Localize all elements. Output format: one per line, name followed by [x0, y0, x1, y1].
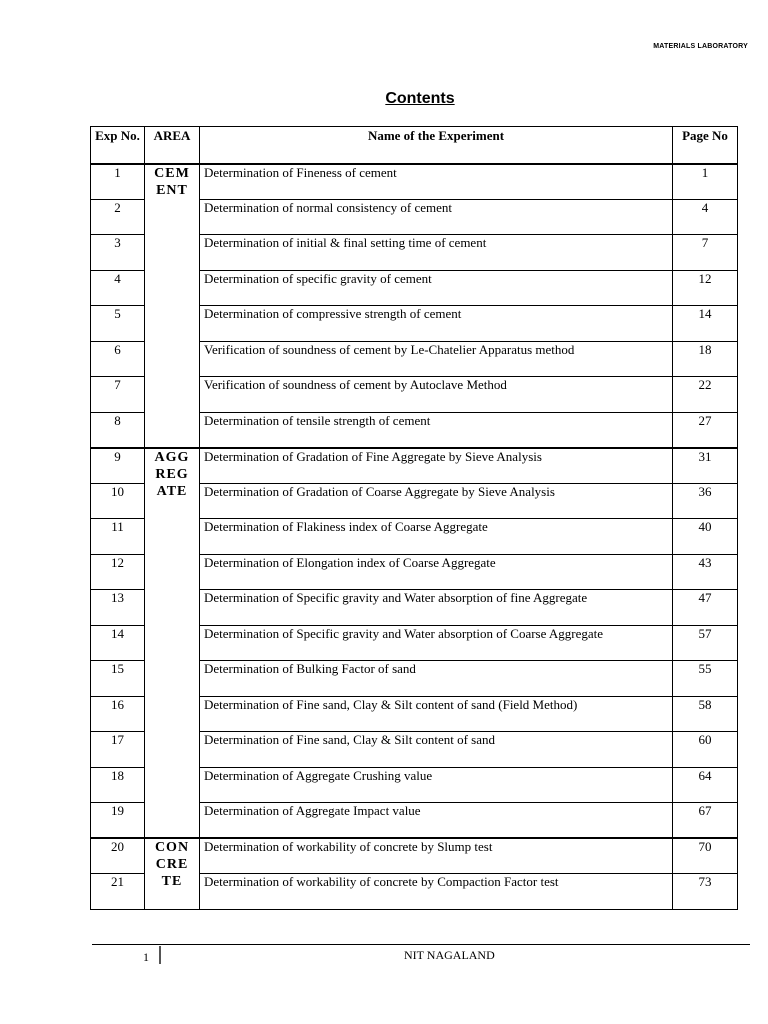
exp-number: 1: [91, 164, 145, 200]
exp-number: 15: [91, 661, 145, 697]
experiment-name: Determination of Fineness of cement: [200, 164, 673, 200]
experiment-name: Determination of workability of concrete by Slump test: [200, 838, 673, 874]
exp-number: 6: [91, 341, 145, 377]
exp-number: 14: [91, 625, 145, 661]
column-header-experiment-name: Name of the Experiment: [200, 127, 673, 164]
exp-number: 16: [91, 696, 145, 732]
experiment-name: Verification of soundness of cement by Le-Chatelier Apparatus method: [200, 341, 673, 377]
page-title: Contents: [385, 90, 455, 107]
footer-institution: NIT NAGALAND: [404, 948, 495, 962]
table-row: [91, 164, 738, 200]
experiment-name: Determination of Specific gravity and Water absorption of fine Aggregate: [200, 590, 673, 626]
exp-number: 18: [91, 767, 145, 803]
experiment-name: Determination of initial & final setting time of cement: [200, 235, 673, 271]
exp-number: 20: [91, 838, 145, 874]
lab-header: MATERIALS LABORATORY: [653, 43, 748, 50]
exp-number: 5: [91, 306, 145, 342]
area-label: [145, 838, 200, 909]
page-number: 60: [673, 732, 738, 768]
experiment-name: Determination of compressive strength of cement: [200, 306, 673, 342]
experiment-name: Determination of specific gravity of cement: [200, 270, 673, 306]
page-number: 7: [673, 235, 738, 271]
area-label: [145, 448, 200, 839]
experiment-name: Determination of Bulking Factor of sand: [200, 661, 673, 697]
footer-page-number: 1: [143, 950, 149, 964]
footer-separator-bar: [159, 946, 161, 964]
page-number: 40: [673, 519, 738, 555]
area-label-text: CON CRE TE: [154, 840, 190, 889]
page-number: 36: [673, 483, 738, 519]
experiment-name: Determination of tensile strength of cement: [200, 412, 673, 448]
experiment-name: Determination of Aggregate Crushing value: [200, 767, 673, 803]
exp-number: 12: [91, 554, 145, 590]
contents-table-body: [91, 164, 738, 910]
exp-number: 9: [91, 448, 145, 484]
table-row: [91, 448, 738, 484]
experiment-name: Determination of Gradation of Fine Aggregate by Sieve Analysis: [200, 448, 673, 484]
experiment-name: Determination of Specific gravity and Water absorption of Coarse Aggregate: [200, 625, 673, 661]
exp-number: 8: [91, 412, 145, 448]
exp-number: 3: [91, 235, 145, 271]
experiment-name: Determination of Fine sand, Clay & Silt content of sand: [200, 732, 673, 768]
exp-number: 10: [91, 483, 145, 519]
column-header-area: AREA: [145, 127, 200, 164]
area-label-text: AGG REG ATE: [154, 449, 190, 499]
experiment-name: Determination of workability of concrete by Compaction Factor test: [200, 874, 673, 910]
page-number: 12: [673, 270, 738, 306]
experiment-name: Determination of Gradation of Coarse Aggregate by Sieve Analysis: [200, 483, 673, 519]
page-number: 47: [673, 590, 738, 626]
exp-number: 7: [91, 377, 145, 413]
experiment-name: Determination of Aggregate Impact value: [200, 803, 673, 839]
area-label-text: CEM ENT: [154, 165, 190, 198]
page-number: 4: [673, 199, 738, 235]
experiment-name: Verification of soundness of cement by Autoclave Method: [200, 377, 673, 413]
exp-number: 17: [91, 732, 145, 768]
page-number: 57: [673, 625, 738, 661]
page-number: 22: [673, 377, 738, 413]
column-header-page-no: Page No: [673, 127, 738, 164]
table-header-row: [91, 127, 738, 164]
page-number: 31: [673, 448, 738, 484]
page-number: 18: [673, 341, 738, 377]
experiment-name: Determination of Elongation index of Coarse Aggregate: [200, 554, 673, 590]
page-number: 58: [673, 696, 738, 732]
exp-number: 4: [91, 270, 145, 306]
experiment-name: Determination of Fine sand, Clay & Silt content of sand (Field Method): [200, 696, 673, 732]
page-number: 64: [673, 767, 738, 803]
experiment-name: Determination of Flakiness index of Coarse Aggregate: [200, 519, 673, 555]
area-label: [145, 164, 200, 448]
page-number: 73: [673, 874, 738, 910]
exp-number: 11: [91, 519, 145, 555]
exp-number: 2: [91, 199, 145, 235]
page-number: 70: [673, 838, 738, 874]
page-number: 43: [673, 554, 738, 590]
exp-number: 13: [91, 590, 145, 626]
table-row: [91, 838, 738, 874]
page-number: 55: [673, 661, 738, 697]
page-number: 1: [673, 164, 738, 200]
footer-divider: [92, 944, 750, 945]
exp-number: 19: [91, 803, 145, 839]
experiment-name: Determination of normal consistency of cement: [200, 199, 673, 235]
contents-table: [90, 126, 738, 910]
page-number: 14: [673, 306, 738, 342]
exp-number: 21: [91, 874, 145, 910]
page-number: 67: [673, 803, 738, 839]
page-number: 27: [673, 412, 738, 448]
column-header-exp-no: Exp No.: [91, 127, 145, 164]
